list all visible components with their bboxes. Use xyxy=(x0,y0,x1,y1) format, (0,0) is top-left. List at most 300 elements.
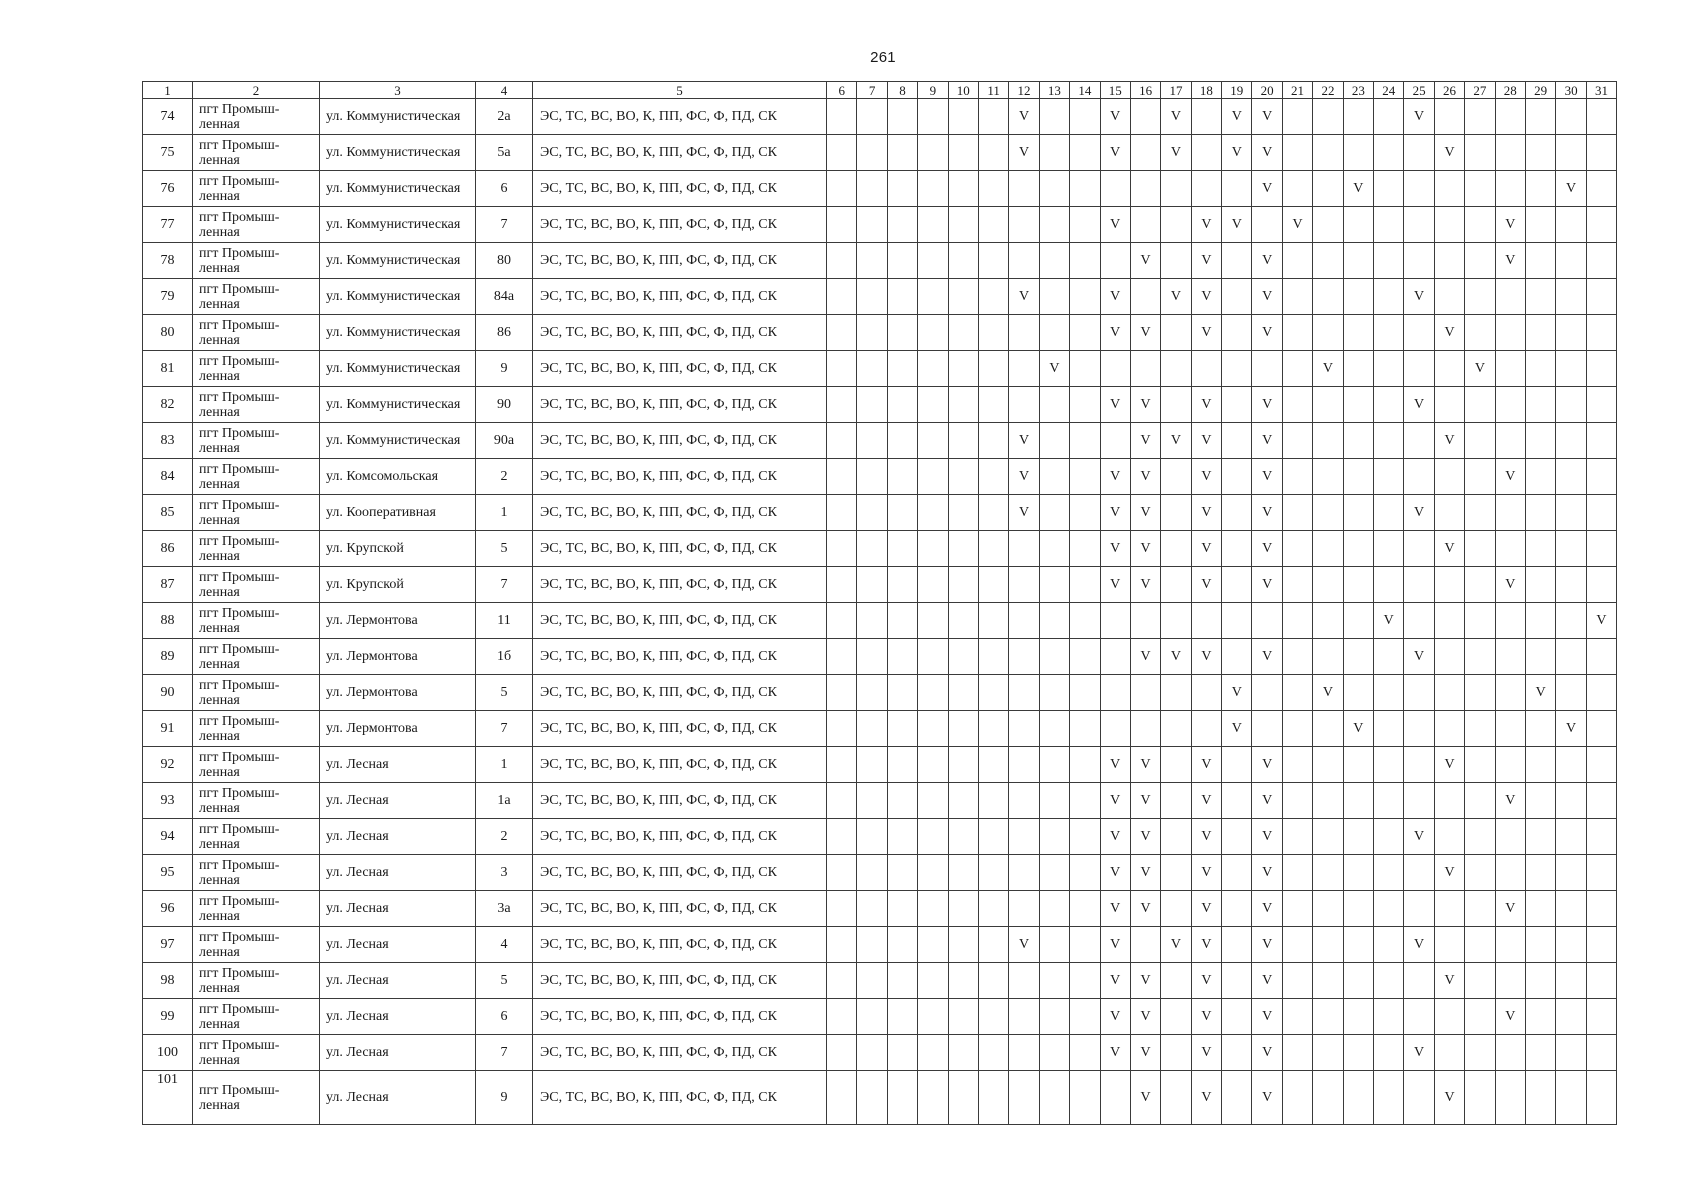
empty-cell xyxy=(1374,819,1404,855)
empty-cell xyxy=(887,423,917,459)
services-cell: ЭС, ТС, ВС, ВО, К, ПП, ФС, Ф, ПД, СК xyxy=(533,963,827,999)
empty-cell xyxy=(1404,351,1434,387)
empty-cell xyxy=(918,423,948,459)
empty-cell xyxy=(1465,711,1495,747)
empty-cell xyxy=(887,711,917,747)
empty-cell xyxy=(1282,819,1312,855)
house-number-cell: 6 xyxy=(476,171,533,207)
table-row xyxy=(143,819,1617,855)
empty-cell xyxy=(1374,387,1404,423)
locality-cell: пгт Промыш-ленная xyxy=(193,927,320,963)
check-mark: V xyxy=(1130,423,1160,459)
check-mark: V xyxy=(1009,279,1039,315)
check-mark: V xyxy=(1191,819,1221,855)
empty-cell xyxy=(948,675,978,711)
empty-cell xyxy=(1009,999,1039,1035)
check-mark: V xyxy=(1009,423,1039,459)
empty-cell xyxy=(1070,963,1100,999)
empty-cell xyxy=(857,207,887,243)
locality-cell: пгт Промыш-ленная xyxy=(193,711,320,747)
empty-cell xyxy=(1070,279,1100,315)
column-header: 28 xyxy=(1495,82,1525,99)
empty-cell xyxy=(948,1035,978,1071)
check-mark: V xyxy=(1586,603,1616,639)
check-mark: V xyxy=(1222,711,1252,747)
empty-cell xyxy=(1586,891,1616,927)
empty-cell xyxy=(1374,315,1404,351)
empty-cell xyxy=(1313,459,1343,495)
empty-cell xyxy=(1313,243,1343,279)
locality-cell: пгт Промыш-ленная xyxy=(193,423,320,459)
check-mark: V xyxy=(1130,1071,1160,1125)
check-mark: V xyxy=(1130,963,1160,999)
empty-cell xyxy=(1586,315,1616,351)
column-header: 3 xyxy=(320,82,476,99)
empty-cell xyxy=(918,135,948,171)
empty-cell xyxy=(1161,963,1191,999)
empty-cell xyxy=(948,351,978,387)
empty-cell xyxy=(1252,675,1282,711)
empty-cell xyxy=(1039,855,1069,891)
empty-cell xyxy=(1343,963,1373,999)
street-cell: ул. Лермонтова xyxy=(320,603,476,639)
locality-cell: пгт Промыш-ленная xyxy=(193,855,320,891)
check-mark: V xyxy=(1161,927,1191,963)
empty-cell xyxy=(1434,243,1464,279)
empty-cell xyxy=(1495,1071,1525,1125)
empty-cell xyxy=(1039,171,1069,207)
empty-cell xyxy=(948,783,978,819)
empty-cell xyxy=(1130,207,1160,243)
empty-cell xyxy=(1465,315,1495,351)
empty-cell xyxy=(1556,747,1586,783)
row-number: 86 xyxy=(143,531,193,567)
empty-cell xyxy=(1282,963,1312,999)
check-mark: V xyxy=(1495,459,1525,495)
empty-cell xyxy=(887,891,917,927)
column-header: 16 xyxy=(1130,82,1160,99)
street-cell: ул. Кооперативная xyxy=(320,495,476,531)
empty-cell xyxy=(857,459,887,495)
empty-cell xyxy=(1161,855,1191,891)
check-mark: V xyxy=(1130,495,1160,531)
empty-cell xyxy=(1495,1035,1525,1071)
empty-cell xyxy=(1282,999,1312,1035)
check-mark: V xyxy=(1130,567,1160,603)
column-header: 24 xyxy=(1374,82,1404,99)
empty-cell xyxy=(1009,639,1039,675)
house-number-cell: 6 xyxy=(476,999,533,1035)
empty-cell xyxy=(1282,1035,1312,1071)
check-mark: V xyxy=(1434,855,1464,891)
table-row xyxy=(143,207,1617,243)
check-mark: V xyxy=(1100,279,1130,315)
locality-cell: пгт Промыш-ленная xyxy=(193,675,320,711)
empty-cell xyxy=(918,747,948,783)
house-number-cell: 9 xyxy=(476,1071,533,1125)
empty-cell xyxy=(1100,171,1130,207)
check-mark: V xyxy=(1100,459,1130,495)
empty-cell xyxy=(1495,171,1525,207)
check-mark: V xyxy=(1434,315,1464,351)
empty-cell xyxy=(857,819,887,855)
empty-cell xyxy=(1343,243,1373,279)
locality-cell: пгт Промыш-ленная xyxy=(193,639,320,675)
empty-cell xyxy=(1009,1035,1039,1071)
table-row xyxy=(143,603,1617,639)
empty-cell xyxy=(1374,639,1404,675)
services-cell: ЭС, ТС, ВС, ВО, К, ПП, ФС, Ф, ПД, СК xyxy=(533,1071,827,1125)
empty-cell xyxy=(1404,711,1434,747)
empty-cell xyxy=(978,891,1008,927)
column-header: 15 xyxy=(1100,82,1130,99)
empty-cell xyxy=(1161,711,1191,747)
empty-cell xyxy=(1525,171,1555,207)
empty-cell xyxy=(1313,963,1343,999)
empty-cell xyxy=(887,135,917,171)
check-mark: V xyxy=(1191,567,1221,603)
empty-cell xyxy=(1374,207,1404,243)
empty-cell xyxy=(1161,531,1191,567)
empty-cell xyxy=(1252,207,1282,243)
empty-cell xyxy=(1434,783,1464,819)
check-mark: V xyxy=(1191,207,1221,243)
row-number: 88 xyxy=(143,603,193,639)
empty-cell xyxy=(1039,711,1069,747)
empty-cell xyxy=(1343,783,1373,819)
check-mark: V xyxy=(1130,1035,1160,1071)
street-cell: ул. Крупской xyxy=(320,567,476,603)
empty-cell xyxy=(1222,639,1252,675)
empty-cell xyxy=(827,135,857,171)
empty-cell xyxy=(1343,135,1373,171)
house-number-cell: 11 xyxy=(476,603,533,639)
empty-cell xyxy=(978,171,1008,207)
empty-cell xyxy=(1374,711,1404,747)
empty-cell xyxy=(1070,315,1100,351)
empty-cell xyxy=(948,495,978,531)
empty-cell xyxy=(1282,927,1312,963)
empty-cell xyxy=(1070,387,1100,423)
empty-cell xyxy=(857,387,887,423)
empty-cell xyxy=(827,711,857,747)
empty-cell xyxy=(1161,783,1191,819)
check-mark: V xyxy=(1191,495,1221,531)
empty-cell xyxy=(1161,207,1191,243)
empty-cell xyxy=(1434,927,1464,963)
empty-cell xyxy=(1343,639,1373,675)
check-mark: V xyxy=(1100,819,1130,855)
empty-cell xyxy=(857,531,887,567)
empty-cell xyxy=(1586,279,1616,315)
empty-cell xyxy=(1556,891,1586,927)
check-mark: V xyxy=(1404,639,1434,675)
empty-cell xyxy=(1039,927,1069,963)
empty-cell xyxy=(1070,171,1100,207)
empty-cell xyxy=(1374,963,1404,999)
table-row xyxy=(143,387,1617,423)
row-number: 81 xyxy=(143,351,193,387)
empty-cell xyxy=(978,999,1008,1035)
empty-cell xyxy=(1465,135,1495,171)
locality-cell: пгт Промыш-ленная xyxy=(193,207,320,243)
empty-cell xyxy=(948,963,978,999)
empty-cell xyxy=(887,207,917,243)
empty-cell xyxy=(918,171,948,207)
check-mark: V xyxy=(1495,567,1525,603)
empty-cell xyxy=(1404,171,1434,207)
empty-cell xyxy=(857,927,887,963)
empty-cell xyxy=(1222,423,1252,459)
check-mark: V xyxy=(1222,99,1252,135)
street-cell: ул. Коммунистическая xyxy=(320,207,476,243)
locality-cell: пгт Промыш-ленная xyxy=(193,819,320,855)
table-row xyxy=(143,495,1617,531)
check-mark: V xyxy=(1100,999,1130,1035)
empty-cell xyxy=(1343,675,1373,711)
empty-cell xyxy=(1374,135,1404,171)
row-number: 80 xyxy=(143,315,193,351)
empty-cell xyxy=(887,927,917,963)
empty-cell xyxy=(887,279,917,315)
empty-cell xyxy=(1434,459,1464,495)
check-mark: V xyxy=(1252,279,1282,315)
check-mark: V xyxy=(1191,1035,1221,1071)
empty-cell xyxy=(1039,747,1069,783)
empty-cell xyxy=(1222,927,1252,963)
empty-cell xyxy=(1404,531,1434,567)
empty-cell xyxy=(1282,243,1312,279)
empty-cell xyxy=(1586,207,1616,243)
empty-cell xyxy=(1009,891,1039,927)
table-row xyxy=(143,531,1617,567)
check-mark: V xyxy=(1100,747,1130,783)
empty-cell xyxy=(1191,171,1221,207)
empty-cell xyxy=(1313,1071,1343,1125)
empty-cell xyxy=(1161,819,1191,855)
check-mark: V xyxy=(1100,207,1130,243)
check-mark: V xyxy=(1222,207,1252,243)
empty-cell xyxy=(1586,351,1616,387)
empty-cell xyxy=(1525,387,1555,423)
services-cell: ЭС, ТС, ВС, ВО, К, ПП, ФС, Ф, ПД, СК xyxy=(533,1035,827,1071)
empty-cell xyxy=(827,315,857,351)
check-mark: V xyxy=(1404,99,1434,135)
empty-cell xyxy=(857,315,887,351)
empty-cell xyxy=(1070,423,1100,459)
check-mark: V xyxy=(1100,495,1130,531)
empty-cell xyxy=(1282,855,1312,891)
empty-cell xyxy=(1252,603,1282,639)
check-mark: V xyxy=(1009,459,1039,495)
empty-cell xyxy=(1586,1035,1616,1071)
empty-cell xyxy=(887,495,917,531)
house-number-cell: 5 xyxy=(476,675,533,711)
empty-cell xyxy=(1343,423,1373,459)
empty-cell xyxy=(1282,783,1312,819)
empty-cell xyxy=(978,675,1008,711)
empty-cell xyxy=(1586,423,1616,459)
empty-cell xyxy=(1404,135,1434,171)
empty-cell xyxy=(1343,1071,1373,1125)
table-row xyxy=(143,279,1617,315)
empty-cell xyxy=(857,279,887,315)
empty-cell xyxy=(1465,171,1495,207)
empty-cell xyxy=(978,603,1008,639)
empty-cell xyxy=(978,243,1008,279)
services-cell: ЭС, ТС, ВС, ВО, К, ПП, ФС, Ф, ПД, СК xyxy=(533,639,827,675)
empty-cell xyxy=(887,459,917,495)
services-cell: ЭС, ТС, ВС, ВО, К, ПП, ФС, Ф, ПД, СК xyxy=(533,495,827,531)
empty-cell xyxy=(857,603,887,639)
empty-cell xyxy=(948,927,978,963)
empty-cell xyxy=(1009,783,1039,819)
empty-cell xyxy=(1252,351,1282,387)
empty-cell xyxy=(1009,747,1039,783)
empty-cell xyxy=(918,855,948,891)
check-mark: V xyxy=(1161,279,1191,315)
empty-cell xyxy=(1434,351,1464,387)
empty-cell xyxy=(1070,891,1100,927)
empty-cell xyxy=(948,891,978,927)
empty-cell xyxy=(1525,459,1555,495)
empty-cell xyxy=(1556,1071,1586,1125)
empty-cell xyxy=(1556,459,1586,495)
empty-cell xyxy=(857,135,887,171)
empty-cell xyxy=(1556,531,1586,567)
house-number-cell: 86 xyxy=(476,315,533,351)
check-mark: V xyxy=(1191,459,1221,495)
empty-cell xyxy=(1556,675,1586,711)
empty-cell xyxy=(918,999,948,1035)
table-row xyxy=(143,675,1617,711)
street-cell: ул. Лермонтова xyxy=(320,711,476,747)
empty-cell xyxy=(1465,1071,1495,1125)
check-mark: V xyxy=(1130,891,1160,927)
empty-cell xyxy=(1556,423,1586,459)
row-number: 75 xyxy=(143,135,193,171)
empty-cell xyxy=(1525,315,1555,351)
check-mark: V xyxy=(1343,711,1373,747)
empty-cell xyxy=(1161,351,1191,387)
empty-cell xyxy=(1009,855,1039,891)
empty-cell xyxy=(827,99,857,135)
empty-cell xyxy=(1556,819,1586,855)
row-number: 95 xyxy=(143,855,193,891)
table-row xyxy=(143,423,1617,459)
empty-cell xyxy=(1586,531,1616,567)
street-cell: ул. Лесная xyxy=(320,891,476,927)
empty-cell xyxy=(948,135,978,171)
empty-cell xyxy=(1313,567,1343,603)
empty-cell xyxy=(1039,459,1069,495)
empty-cell xyxy=(1434,207,1464,243)
street-cell: ул. Комсомольская xyxy=(320,459,476,495)
check-mark: V xyxy=(1191,315,1221,351)
empty-cell xyxy=(827,783,857,819)
empty-cell xyxy=(1039,783,1069,819)
empty-cell xyxy=(827,459,857,495)
empty-cell xyxy=(948,459,978,495)
check-mark: V xyxy=(1100,99,1130,135)
empty-cell xyxy=(1404,207,1434,243)
empty-cell xyxy=(1404,783,1434,819)
empty-cell xyxy=(1039,891,1069,927)
empty-cell xyxy=(1495,603,1525,639)
empty-cell xyxy=(1039,387,1069,423)
services-cell: ЭС, ТС, ВС, ВО, К, ПП, ФС, Ф, ПД, СК xyxy=(533,855,827,891)
empty-cell xyxy=(1343,891,1373,927)
check-mark: V xyxy=(1100,1035,1130,1071)
empty-cell xyxy=(1586,99,1616,135)
check-mark: V xyxy=(1191,1071,1221,1125)
empty-cell xyxy=(1465,783,1495,819)
empty-cell xyxy=(1556,603,1586,639)
empty-cell xyxy=(827,531,857,567)
empty-cell xyxy=(1313,423,1343,459)
check-mark: V xyxy=(1130,783,1160,819)
empty-cell xyxy=(1282,495,1312,531)
empty-cell xyxy=(978,423,1008,459)
check-mark: V xyxy=(1374,603,1404,639)
check-mark: V xyxy=(1130,315,1160,351)
empty-cell xyxy=(918,783,948,819)
services-cell: ЭС, ТС, ВС, ВО, К, ПП, ФС, Ф, ПД, СК xyxy=(533,999,827,1035)
empty-cell xyxy=(1374,351,1404,387)
row-number: 94 xyxy=(143,819,193,855)
empty-cell xyxy=(1222,891,1252,927)
empty-cell xyxy=(1586,927,1616,963)
house-number-cell: 2 xyxy=(476,459,533,495)
empty-cell xyxy=(1586,1071,1616,1125)
row-number: 99 xyxy=(143,999,193,1035)
services-cell: ЭС, ТС, ВС, ВО, К, ПП, ФС, Ф, ПД, СК xyxy=(533,423,827,459)
empty-cell xyxy=(1465,279,1495,315)
empty-cell xyxy=(918,351,948,387)
empty-cell xyxy=(1495,99,1525,135)
empty-cell xyxy=(1313,639,1343,675)
check-mark: V xyxy=(1525,675,1555,711)
house-number-cell: 1а xyxy=(476,783,533,819)
check-mark: V xyxy=(1130,855,1160,891)
services-cell: ЭС, ТС, ВС, ВО, К, ПП, ФС, Ф, ПД, СК xyxy=(533,243,827,279)
empty-cell xyxy=(978,747,1008,783)
empty-cell xyxy=(1434,819,1464,855)
empty-cell xyxy=(978,315,1008,351)
column-header: 2 xyxy=(193,82,320,99)
locality-cell: пгт Промыш-ленная xyxy=(193,99,320,135)
street-cell: ул. Лесная xyxy=(320,783,476,819)
empty-cell xyxy=(857,243,887,279)
empty-cell xyxy=(857,783,887,819)
check-mark: V xyxy=(1252,855,1282,891)
empty-cell xyxy=(1070,243,1100,279)
empty-cell xyxy=(978,1071,1008,1125)
empty-cell xyxy=(1100,243,1130,279)
locality-cell: пгт Промыш-ленная xyxy=(193,1035,320,1071)
column-header: 19 xyxy=(1222,82,1252,99)
empty-cell xyxy=(887,639,917,675)
empty-cell xyxy=(1039,639,1069,675)
check-mark: V xyxy=(1434,135,1464,171)
empty-cell xyxy=(1070,531,1100,567)
empty-cell xyxy=(1374,783,1404,819)
empty-cell xyxy=(1525,819,1555,855)
empty-cell xyxy=(827,567,857,603)
check-mark: V xyxy=(1191,423,1221,459)
empty-cell xyxy=(1404,891,1434,927)
check-mark: V xyxy=(1191,927,1221,963)
